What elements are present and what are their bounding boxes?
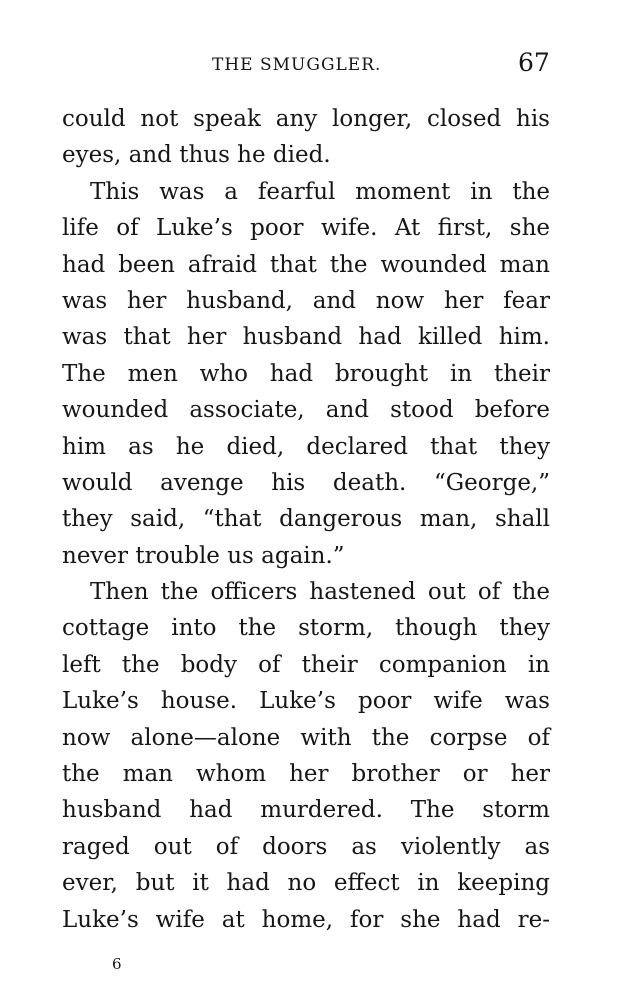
text-line: husband had murdered. The storm: [62, 797, 550, 824]
text-line: never trouble us again.”: [62, 542, 345, 569]
body-text: [62, 101, 550, 938]
text-line: now alone—alone with the corpse of: [62, 724, 550, 751]
text-line: was her husband, and now her fear: [62, 287, 550, 314]
text-line: was that her husband had killed him.: [62, 324, 550, 351]
text-line: The men who had brought in their: [62, 360, 550, 387]
text-line: left the body of their companion in: [62, 651, 550, 678]
text-line: Luke’s house. Luke’s poor wife was: [62, 688, 550, 715]
text-line: Then the officers hastened out of the: [90, 579, 550, 606]
text-line: cottage into the storm, though they: [62, 615, 550, 642]
text-line: him as he died, declared that they: [62, 433, 550, 460]
text-line: the man whom her brother or her: [62, 761, 550, 788]
text-line: wounded associate, and stood before: [62, 397, 550, 424]
signature-mark: 6: [112, 955, 122, 973]
text-line: they said, “that dangerous man, shall: [62, 506, 550, 533]
text-line: had been afraid that the wounded man: [62, 251, 550, 278]
text-line: This was a fearful moment in the: [90, 178, 550, 205]
text-line: ever, but it had no effect in keeping: [62, 870, 550, 897]
text-line: could not speak any longer, closed his: [62, 106, 550, 132]
text-line: Luke’s wife at home, for she had re-: [62, 906, 550, 933]
text-line: eyes, and thus he died.: [62, 142, 331, 169]
text-line: would avenge his death. “George,”: [62, 469, 550, 496]
running-header: THE SMUGGLER.: [212, 55, 382, 75]
page-number: 67: [518, 48, 550, 77]
text-line: life of Luke’s poor wife. At first, she: [62, 215, 550, 242]
text-line: raged out of doors as violently as: [62, 833, 550, 860]
